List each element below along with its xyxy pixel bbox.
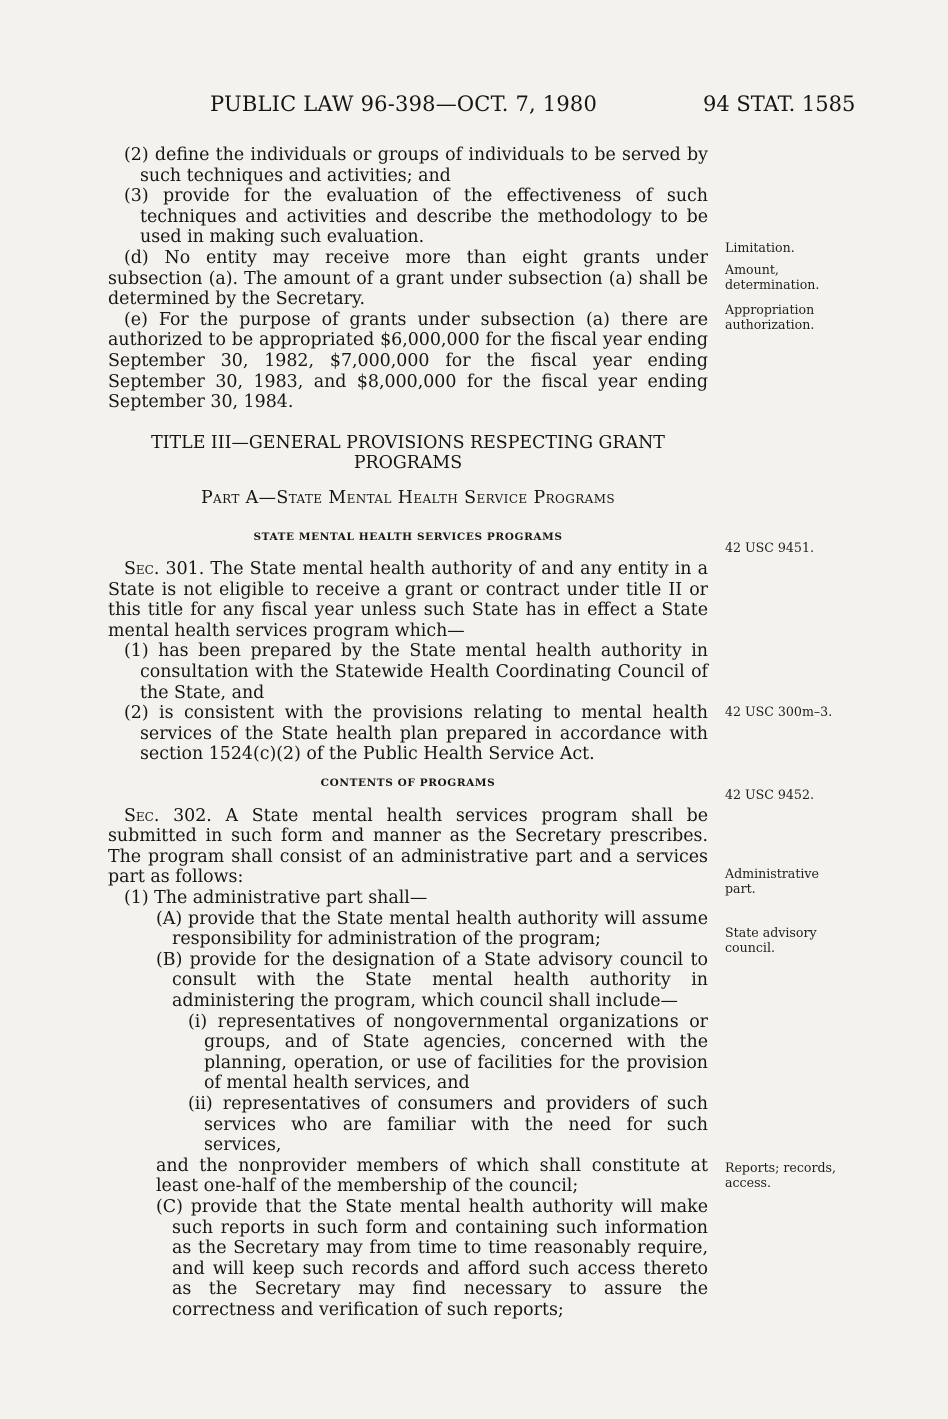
section-302-item-B: (B) provide for the designation of a State advisory council to consult with the State mental health authority in administering the program, which council shall include— xyxy=(156,949,708,1011)
paragraph-3: (3) provide for the evaluation of the effectiveness of such techniques and activities and describe the methodology to be used in making such evaluation. xyxy=(124,186,708,248)
part-heading: Part A—State Mental Health Service Programs xyxy=(200,487,616,508)
margin-note-amount: Amount, determination. xyxy=(725,262,820,292)
margin-note-administrative: Administrative part. xyxy=(725,866,819,896)
section-heading-contents: CONTENTS OF PROGRAMS xyxy=(320,777,496,790)
section-302-item-1: (1) The administrative part shall— xyxy=(124,888,428,908)
margin-note-reports: Reports; records, access. xyxy=(725,1160,837,1190)
section-302-item-B-tail: and the nonprovider members of which shall constitute at least one-half of the membership of the council; xyxy=(156,1155,708,1197)
section-302-label: Sec. 302. xyxy=(124,805,212,826)
section-301-item-2: (2) is consistent with the provisions relating to mental health services of the State health plan prepared in accordance with section 1524(c)(2) of the Public Health Service Act. xyxy=(124,703,708,765)
margin-note-usc-9452: 42 USC 9452. xyxy=(725,787,814,802)
paragraph-d: (d) No entity may receive more than eight grants under subsection (a). The amount of a grant under subsection (a) shall be determined by the Secretary. xyxy=(108,247,708,310)
section-302 xyxy=(108,806,708,888)
section-heading-programs: STATE MENTAL HEALTH SERVICES PROGRAMS xyxy=(253,530,563,543)
page-header-stat: 94 STAT. 1585 xyxy=(703,92,856,116)
margin-note-usc-300m3: 42 USC 300m–3. xyxy=(725,704,833,719)
section-302-item-A: (A) provide that the State mental health authority will assume responsibility for administration of the program; xyxy=(156,908,708,950)
page-header-title: PUBLIC LAW 96-398—OCT. 7, 1980 xyxy=(210,92,598,116)
section-302-item-B-i: (i) representatives of nongovernmental organizations or groups, and of State agencies, concerned with the planning, operation, or use of facilities for the provision of mental health services, and xyxy=(188,1011,708,1094)
section-301-item-1: (1) has been prepared by the State mental health authority in consultation with the Statewide Health Coordinating Council of the State, and xyxy=(124,641,708,703)
section-302-text: A State mental health services program shall be submitted in such form and manner as the Secretary prescribes. The program shall consist of an administrative part and a services part as follows: xyxy=(108,805,708,888)
section-302-item-B-ii: (ii) representatives of consumers and providers of such services who are familiar with the need for such services, xyxy=(188,1093,708,1156)
section-301-text: The State mental health authority of and any entity in a State is not eligible to receive a grant or contract under title II or this title for any fiscal year unless such State has in effect a State mental health services program which— xyxy=(108,559,708,641)
margin-note-limitation: Limitation. xyxy=(725,240,795,255)
title-heading: TITLE III—GENERAL PROVISIONS RESPECTING GRANT PROGRAMS xyxy=(151,432,665,474)
main-text xyxy=(108,145,708,1320)
section-301 xyxy=(108,559,708,641)
paragraph-e: (e) For the purpose of grants under subsection (a) there are authorized to be appropriated $6,000,000 for the fiscal year ending September 30, 1982, $7,000,000 for the fiscal year ending September 30, 1983, and $8,000,000 for the fiscal year ending September 30, 1984. xyxy=(108,309,708,413)
paragraph-2: (2) define the individuals or groups of individuals to be served by such techniques and activities; and xyxy=(124,145,708,186)
margin-note-appropriation: Appropriation authorization. xyxy=(725,302,815,332)
margin-note-usc-9451: 42 USC 9451. xyxy=(725,540,814,555)
section-301-label: Sec. 301. xyxy=(124,559,205,580)
margin-note-advisory: State advisory council. xyxy=(725,925,817,955)
section-302-item-C: (C) provide that the State mental health authority will make such reports in such form and containing such information as the Secretary may from time to time reasonably require, and will keep such records and afford such access thereto as the Secretary may find necessary to assure the correctness and verification of such reports; xyxy=(156,1196,708,1320)
